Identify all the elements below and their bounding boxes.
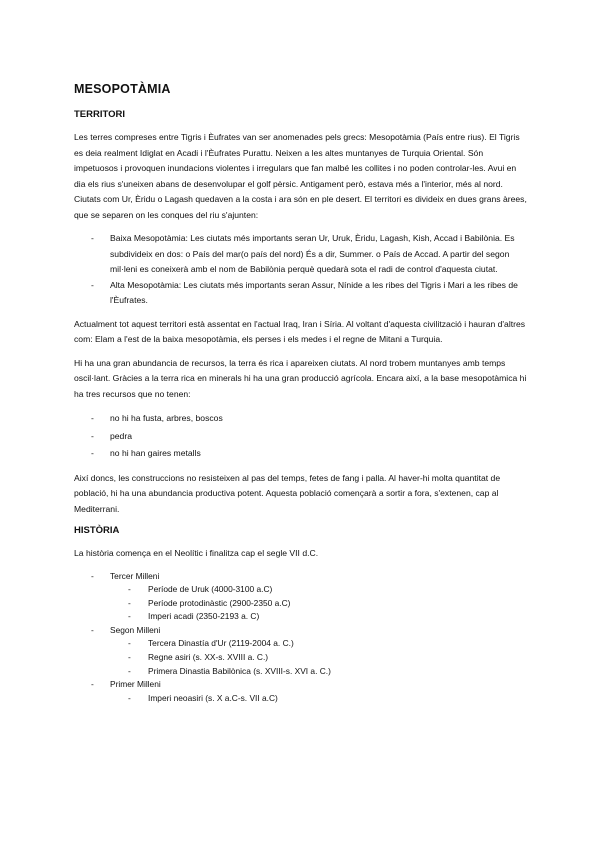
timeline-list (74, 570, 528, 706)
period-item: - Imperi neoasiri (s. X a.C-s. VII a.C) (74, 692, 528, 706)
period-item: - Tercera Dinastía d'Ur (2119-2004 a. C.) (74, 637, 528, 651)
list-item: - Alta Mesopotàmia: Les ciutats més importants seran Assur, Nínide a les ribes del Tigris i Mari a les ribes de l'Èufrates. (74, 278, 528, 309)
period-list (74, 692, 528, 706)
document-title: MESOPOTÀMIA (74, 82, 171, 96)
period-list (74, 637, 528, 678)
millennium-item (74, 624, 528, 678)
territori-construction-paragraph: Així doncs, les construccions no resisteixen al pas del temps, fetes de fang i palla. Al haver-hi molta quantitat de població, hi ha una abundancia productiva potent. Aquesta població començarà a sortir a fora, s'extenen, cap al Mediterrani. (74, 472, 501, 514)
areas-list (74, 231, 528, 309)
list-item: - no hi han gaires metalls (74, 445, 528, 463)
millennium-label: - Segon Milleni (74, 624, 528, 638)
territori-resources-paragraph: Hi ha una gran abundancia de recursos, la terra és rica i apareixen ciutats. Al nord trobem muntanyes amb temps oscil·lant. Gràcies a la terra rica en minerals hi ha una gran producció agrícola. Encara així, a la base mesopotàmica hi ha tres recursos que no tenen: (74, 357, 527, 399)
section-heading-territori: TERRITORI (74, 109, 126, 120)
historia-intro-paragraph: La història comença en el Neolític i finalitza cap el segle VII d.C. (74, 548, 319, 558)
list-item: - pedra (74, 428, 528, 446)
period-list (74, 583, 528, 624)
millennium-label: - Primer Milleni (74, 678, 528, 692)
millennium-label: - Tercer Milleni (74, 570, 528, 584)
period-item: - Període protodinàstic (2900-2350 a.C) (74, 597, 528, 611)
resources-list (74, 410, 528, 463)
millennium-item (74, 678, 528, 705)
list-item: - Baixa Mesopotàmia: Les ciutats més importants seran Ur, Uruk, Èridu, Lagash, Kish, Accad i Babilònia. Es subdivideix en dos: o País del mar(o país del nord) És a dir, Summer. o País de Accad. A partir del segon mil·leni es coneixerà amb el nom de Babilònia perquè quedarà sota el radi de control d'aquesta ciutat. (74, 231, 528, 278)
document-body (74, 82, 528, 705)
section-heading-historia: HISTÒRIA (74, 525, 120, 536)
millennium-item (74, 570, 528, 624)
list-item: - no hi ha fusta, arbres, boscos (74, 410, 528, 428)
period-item: - Regne asiri (s. XX-s. XVIII a. C.) (74, 651, 528, 665)
period-item: - Període de Uruk (4000-3100 a.C) (74, 583, 528, 597)
period-item: - Primera Dinastia Babilònica (s. XVIII-s. XVI a. C.) (74, 665, 528, 679)
period-item: - Imperi acadi (2350-2193 a. C) (74, 610, 528, 624)
territori-location-paragraph: Actualment tot aquest territori està assentat en l'actual Iraq, Iran i Síria. Al voltant d'aquesta civilització i hauran d'altres com: Elam a l'est de la baixa mesopotàmia, els perses i els medes i el regne de Mitani a Turquia. (74, 318, 526, 344)
territori-intro-paragraph: Les terres compreses entre Tigris i Èufrates van ser anomenades pels grecs: Mesopotàmia (País entre rius). El Tigris es deia realment Idiglat en Acadi i l'Èufrates Purattu. Neixen a les altes muntanyes de Turquia Oriental. Són impetuosos i provoquen inundacions violentes i irregulars que fan malbé les collites i no poden controlar-les. Avui en dia els rius s'uneixen abans de desenvolupar el golf pèrsic. Antigament però, estava més a l'interior, més al nord. Ciutats com Ur, Èridu o Lagash quedaven a la costa i ara són en ple desert. El territori es divideix en dues grans àrees, que se separen on les conques del riu s'ajunten: (74, 132, 527, 220)
